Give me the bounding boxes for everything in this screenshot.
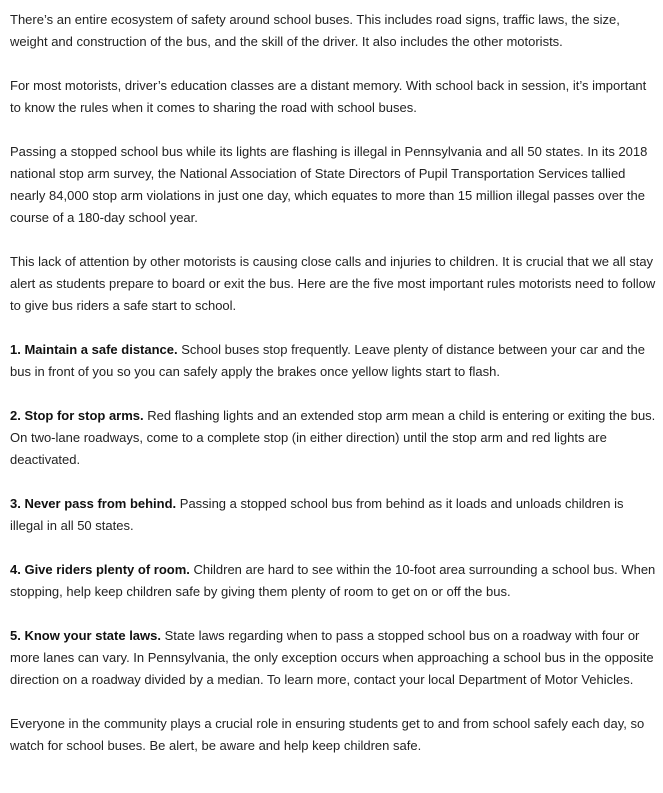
paragraph-conclusion: Everyone in the community plays a crucial role in ensuring students get to and from school safely each day, so watch for school buses. Be alert, be aware and help keep children safe. (10, 716, 645, 753)
rule-2: 2. Stop for stop arms. Red flashing lights and an extended stop arm mean a child is entering or exiting the bus. On two-lane roadways, come to a complete stop (in either direction) until the stop arm and red lights are deactivated. (10, 408, 656, 467)
rule-heading: 1. Maintain a safe distance. (10, 342, 178, 357)
rule-heading: 2. Stop for stop arms. (10, 408, 144, 423)
rule-4: 4. Give riders plenty of room. Children are hard to see within the 10-foot area surrounding a school bus. When stopping, help keep children safe by giving them plenty of room to get on or off the bus. (10, 562, 656, 599)
rule-5: 5. Know your state laws. State laws regarding when to pass a stopped school bus on a roadway with four or more lanes can vary. In Pennsylvania, the only exception occurs when approaching a school bus in the opposite direction on a roadway divided by a median. To learn more, contact your local Department of Motor Vehicles. (10, 628, 654, 687)
rule-1: 1. Maintain a safe distance. School buses stop frequently. Leave plenty of distance between your car and the bus in front of you so you can safely apply the brakes once yellow lights start to flash. (10, 342, 645, 379)
paragraph-rules-intro: This lack of attention by other motorists is causing close calls and injuries to children. It is crucial that we all stay alert as students prepare to board or exit the bus. Here are the five most important rules motorists need to follow to give bus riders a safe start to school. (10, 254, 656, 313)
paragraph-motorists: For most motorists, driver’s education classes are a distant memory. With school back in session, it’s important to know the rules when it comes to sharing the road with school buses. (10, 78, 647, 115)
paragraph-intro: There’s an entire ecosystem of safety around school buses. This includes road signs, traffic laws, the size, weight and construction of the bus, and the skill of the driver. It also includes the other motorists. (10, 12, 620, 49)
rule-3: 3. Never pass from behind. Passing a stopped school bus from behind as it loads and unloads children is illegal in all 50 states. (10, 496, 624, 533)
rule-heading: 3. Never pass from behind. (10, 496, 177, 511)
paragraph-statistics: Passing a stopped school bus while its lights are flashing is illegal in Pennsylvania and all 50 states. In its 2018 national stop arm survey, the National Association of State Directors of Pupil Transportation Services tallied nearly 84,000 stop arm violations in just one day, which equates to more than 15 million illegal passes over the course of a 180-day school year. (10, 144, 648, 225)
rule-heading: 4. Give riders plenty of room. (10, 562, 190, 577)
rule-heading: 5. Know your state laws. (10, 628, 161, 643)
